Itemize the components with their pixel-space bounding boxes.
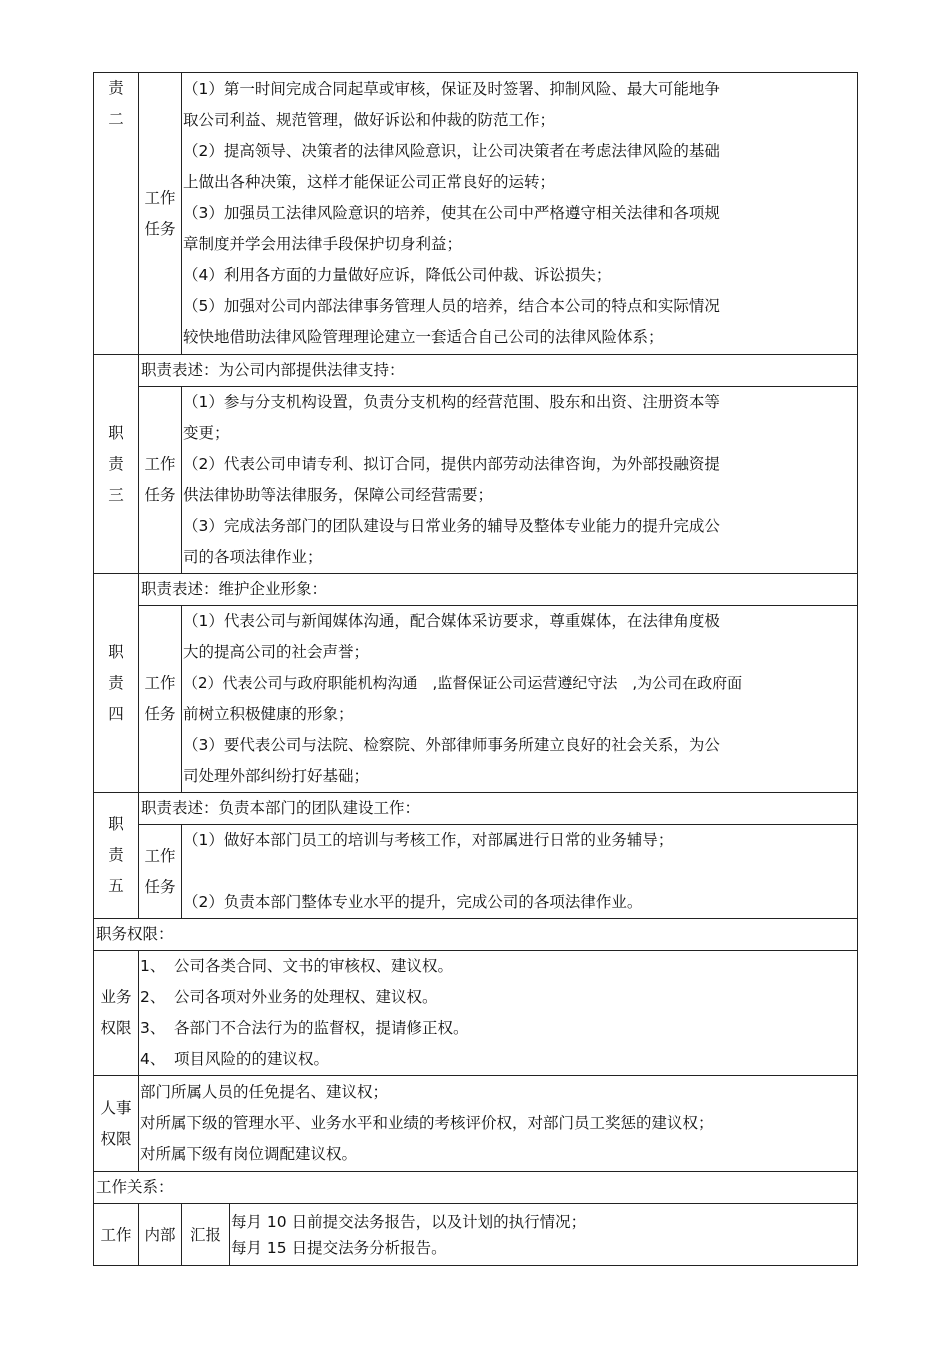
- authority-header: 职务权限：: [94, 919, 858, 951]
- duty-3-label: 职 责 三: [94, 355, 139, 574]
- duty-3-description: 职责表述：为公司内部提供法律支持：: [139, 355, 858, 387]
- personnel-authority-list: [139, 1076, 858, 1172]
- duty-5-tasks: （1）做好本部门员工的培训与考核工作，对部属进行日常的业务辅导； （2）负责本部门整体专业水平的提升，完成公司的各项法律作业。: [182, 825, 858, 919]
- list-item: 4、 项目风险的的建议权。: [140, 1050, 330, 1068]
- duty-4-tasks: （1）代表公司与新闻媒体沟通，配合媒体采访要求，尊重媒体，在法律角度极 大的提高公司的社会声誉； （2）代表公司与政府职能机构沟通 ,监督保证公司运营遵纪守法 ,为公司在政府面 前树立积极健康的形象； （3）要代表公司与法院、检察院、外部律师事务所建立良好的社会关系，为公 司处理外部纠纷打好基础；: [182, 606, 858, 793]
- duty-5-task-label: 工作 任务: [139, 825, 182, 919]
- list-item: 1、 公司各类合同、文书的审核权、建议权。: [140, 957, 454, 975]
- duty-4-label: 职 责 四: [94, 574, 139, 793]
- duty-2-tasks: （1）第一时间完成合同起草或审核，保证及时签署、抑制风险、最大可能地争 取公司利益、规范管理，做好诉讼和仲裁的防范工作； （2）提高领导、决策者的法律风险意识，让公司决策者在考虑法律风险的基础 上做出各种决策，这样才能保证公司正常良好的运转； （3）加强员工法律风险意识的培养，使其在公司中严格遵守相关法律和各项规 章制度并学会用法律手段保护切身利益； （4）利用各方面的力量做好应诉，降低公司仲裁、诉讼损失； （5）加强对公司内部法律事务管理人员的培养，结合本公司的特点和实际情况 较快地借助法律风险管理理论建立一套适合自己公司的法律风险体系；: [182, 73, 858, 355]
- list-item: 每月 10 日前提交法务报告，以及计划的执行情况；: [231, 1212, 587, 1231]
- list-item: 3、 各部门不合法行为的监督权，提请修正权。: [140, 1019, 469, 1037]
- business-authority-list: [139, 951, 858, 1076]
- relations-col-report: 汇报: [182, 1204, 230, 1266]
- personnel-authority-label: 人事 权限: [94, 1076, 139, 1172]
- job-description-table: [93, 72, 857, 1266]
- relations-col-work: 工作: [94, 1204, 139, 1266]
- list-item: 部门所属人员的任免提名、建议权；: [140, 1083, 389, 1101]
- list-item: 对所属下级的管理水平、业务水平和业绩的考核评价权，对部门员工奖惩的建议权；: [140, 1114, 714, 1132]
- duty-4-description: 职责表述：维护企业形象：: [139, 574, 858, 606]
- business-authority-label: 业务 权限: [94, 951, 139, 1076]
- duty-2-task-label: 工作 任务: [139, 73, 182, 355]
- list-item: 每月 15 日提交法务分析报告。: [231, 1238, 447, 1257]
- duty-5-label: 职 责 五: [94, 793, 139, 919]
- list-item: 对所属下级有岗位调配建议权。: [140, 1145, 358, 1163]
- duty-3-tasks: （1）参与分支机构设置，负责分支机构的经营范围、股东和出资、注册资本等 变更； （2）代表公司申请专利、拟订合同，提供内部劳动法律咨询，为外部投融资提 供法律协助等法律服务，保障公司经营需要； （3）完成法务部门的团队建设与日常业务的辅导及整体专业能力的提升完成公 司的各项法律作业；: [182, 387, 858, 574]
- list-item: 2、 公司各项对外业务的处理权、建议权。: [140, 988, 438, 1006]
- relations-report-items: [230, 1204, 858, 1266]
- duty-3-task-label: 工作 任务: [139, 387, 182, 574]
- relations-header: 工作关系：: [94, 1172, 858, 1204]
- duty-5-description: 职责表述：负责本部门的团队建设工作：: [139, 793, 858, 825]
- relations-col-internal: 内部: [139, 1204, 182, 1266]
- duty-4-task-label: 工作 任务: [139, 606, 182, 793]
- duty-2-label: 责 二: [94, 73, 139, 355]
